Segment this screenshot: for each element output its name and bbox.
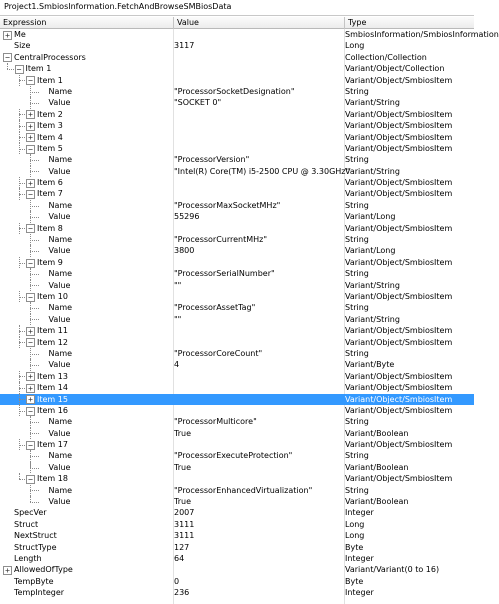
type-cell: Variant/Object/SmbiosItem	[345, 474, 453, 484]
type-cell: Variant/Object/SmbiosItem	[345, 121, 453, 131]
type-cell: SmbiosInformation/SmbiosInformation	[345, 30, 499, 39]
expression-label: CentralProcessors	[14, 52, 86, 62]
collapse-icon[interactable]: −	[26, 145, 35, 154]
expression-label: TempByte	[14, 576, 54, 586]
collapse-icon[interactable]: −	[26, 338, 35, 347]
expression-label: Item 1	[37, 75, 63, 85]
type-cell: Integer	[345, 508, 374, 518]
value-cell[interactable]	[174, 29, 342, 40]
tree-row[interactable]	[0, 530, 474, 541]
type-cell: String	[345, 200, 369, 210]
value-cell[interactable]: 3111	[174, 531, 195, 541]
expression-cell	[0, 268, 171, 279]
tree-guide-line	[30, 160, 39, 161]
expression-cell	[0, 86, 171, 97]
value-cell[interactable]: True	[174, 497, 191, 507]
tree-row[interactable]	[0, 576, 474, 587]
tree-guide-line	[30, 433, 39, 434]
expression-label: Value	[48, 166, 71, 176]
tree-row[interactable]	[0, 485, 474, 496]
value-cell[interactable]: 236	[174, 588, 190, 598]
expression-label: Item 18	[37, 474, 68, 484]
value-cell[interactable]	[174, 371, 342, 382]
type-cell: Variant/Object/Collection	[345, 64, 445, 74]
tree-row[interactable]	[0, 302, 474, 313]
expression-label: Name	[48, 485, 73, 495]
collapse-icon[interactable]: −	[15, 65, 24, 74]
expression-label: Name	[48, 269, 73, 279]
value-cell[interactable]: "SOCKET 0"	[174, 98, 222, 108]
collapse-icon[interactable]: −	[26, 293, 35, 302]
value-cell[interactable]	[174, 177, 342, 188]
expression-cell	[0, 132, 171, 143]
expand-icon[interactable]: +	[26, 372, 35, 381]
type-cell: Variant/String	[345, 166, 400, 176]
expression-cell	[0, 245, 171, 256]
expression-label: Item 1	[25, 64, 52, 74]
tree-row[interactable]	[0, 587, 474, 598]
value-cell[interactable]: "ProcessorSerialNumber"	[174, 269, 275, 279]
tree-row[interactable]	[0, 371, 474, 382]
collapse-icon[interactable]: −	[26, 76, 35, 85]
tree-guide-line	[30, 422, 39, 423]
expression-label: Value	[48, 360, 71, 370]
expression-label: Item 12	[37, 337, 68, 347]
expression-cell	[0, 291, 171, 302]
value-cell[interactable]: 3111	[174, 519, 195, 529]
type-cell: Variant/Object/SmbiosItem	[345, 337, 453, 347]
collapse-icon[interactable]: −	[26, 259, 35, 268]
tree-row[interactable]	[0, 257, 474, 268]
tree-row[interactable]	[0, 314, 474, 325]
expression-cell	[0, 143, 171, 154]
tree-row[interactable]	[0, 359, 474, 370]
tree-guide-line	[30, 319, 39, 320]
expression-cell	[0, 166, 171, 177]
type-cell: String	[345, 86, 369, 96]
expand-icon[interactable]: +	[26, 110, 35, 119]
type-cell: Variant/Object/SmbiosItem	[345, 257, 453, 267]
value-cell[interactable]: 55296	[174, 212, 200, 222]
type-cell: Variant/Byte	[345, 360, 395, 370]
expression-label: Value	[48, 497, 71, 507]
expression-cell	[0, 348, 171, 359]
expression-cell	[0, 337, 171, 348]
value-cell[interactable]	[174, 75, 342, 86]
collapse-icon[interactable]: −	[3, 53, 12, 62]
value-cell[interactable]: 4	[174, 360, 180, 370]
tree-row[interactable]	[0, 405, 474, 416]
expression-label: Item 2	[37, 109, 63, 119]
expression-cell	[0, 29, 171, 40]
expression-label: Value	[48, 212, 71, 222]
tree-guide-line	[30, 468, 39, 469]
value-cell[interactable]	[174, 382, 342, 393]
tree-guide-line	[30, 274, 39, 275]
tree-guide-line	[30, 490, 39, 491]
type-cell: Variant/Object/SmbiosItem	[345, 291, 453, 301]
tree-row[interactable]	[0, 496, 474, 507]
tree-row[interactable]	[0, 382, 474, 393]
expression-label: TempInteger	[14, 588, 65, 598]
expand-icon[interactable]: +	[26, 133, 35, 142]
expression-cell	[0, 553, 171, 564]
expression-label: Item 8	[37, 223, 63, 233]
value-cell[interactable]: "ProcessorCoreCount"	[174, 348, 263, 358]
expression-cell	[0, 177, 171, 188]
expression-label: Name	[48, 348, 73, 358]
tree-guide-line	[30, 285, 39, 286]
tree-row[interactable]	[0, 29, 499, 40]
value-cell[interactable]	[174, 132, 342, 143]
tree-row[interactable]	[0, 223, 474, 234]
tree-row[interactable]	[0, 325, 474, 336]
type-cell: Byte	[345, 576, 364, 586]
tree-row[interactable]	[0, 188, 474, 199]
expression-cell	[0, 75, 171, 86]
expression-label: Length	[14, 553, 42, 563]
value-cell[interactable]: ""	[174, 280, 182, 290]
expression-cell	[0, 394, 171, 405]
type-cell: Variant/Object/SmbiosItem	[345, 189, 453, 199]
expression-label: Name	[48, 155, 73, 165]
tree-guide-line	[30, 502, 39, 503]
value-cell[interactable]	[174, 109, 342, 120]
column-header-row	[0, 17, 474, 29]
tree-row[interactable]	[0, 268, 474, 279]
expression-cell	[0, 200, 171, 211]
type-cell: Variant/Object/SmbiosItem	[345, 440, 453, 450]
expression-cell	[0, 234, 171, 245]
expression-label: AllowedOfType	[14, 565, 73, 575]
collapse-icon[interactable]: −	[26, 475, 35, 484]
expression-cell	[0, 40, 171, 51]
collapse-icon[interactable]: −	[26, 224, 35, 233]
tree-row[interactable]	[0, 166, 474, 177]
type-cell: Variant/String	[345, 280, 400, 290]
value-cell[interactable]: "ProcessorEnhancedVirtualization"	[174, 485, 313, 495]
expression-label: Item 17	[37, 440, 68, 450]
value-cell[interactable]	[174, 439, 342, 450]
expression-label: Item 14	[37, 383, 68, 393]
expression-label: NextStruct	[14, 531, 57, 541]
type-cell: Variant/Object/SmbiosItem	[345, 383, 453, 393]
expression-label: Struct	[14, 519, 39, 529]
column-header-value[interactable]: Value	[174, 17, 345, 29]
expression-cell	[0, 154, 171, 165]
expression-label: Name	[48, 200, 73, 210]
expression-cell	[0, 325, 171, 336]
tree-row[interactable]	[0, 337, 474, 348]
type-cell: Variant/Object/SmbiosItem	[345, 394, 453, 404]
tree-guide-line	[30, 251, 39, 252]
tree-row[interactable]	[0, 143, 474, 154]
expression-label: Item 13	[37, 371, 68, 381]
type-cell: Variant/Object/SmbiosItem	[345, 143, 453, 153]
expression-cell	[0, 52, 171, 63]
expression-label: Value	[48, 280, 71, 290]
value-cell[interactable]	[174, 188, 342, 199]
expression-cell	[0, 63, 171, 74]
value-cell[interactable]	[174, 564, 342, 575]
value-cell[interactable]: "ProcessorCurrentMHz"	[174, 235, 268, 245]
expression-cell	[0, 496, 171, 507]
value-cell[interactable]: ""	[174, 314, 182, 324]
tree-guide-line	[30, 365, 39, 366]
expression-cell	[0, 371, 171, 382]
tree-row[interactable]	[0, 564, 474, 575]
expression-cell	[0, 542, 171, 553]
expression-label: Name	[48, 235, 73, 245]
expand-icon[interactable]: +	[26, 395, 35, 404]
expression-label: Item 9	[37, 257, 63, 267]
expression-cell	[0, 405, 171, 416]
type-cell: Variant/Boolean	[345, 462, 409, 472]
type-cell: Long	[345, 519, 365, 529]
window-title: Project1.SmbiosInformation.FetchAndBrowseSMBiosData	[0, 0, 474, 16]
collapse-icon[interactable]: −	[26, 441, 35, 450]
tree-row[interactable]	[0, 450, 474, 461]
expression-cell	[0, 530, 171, 541]
expression-label: Item 3	[37, 121, 63, 131]
tree-row[interactable]	[0, 132, 474, 143]
type-cell: String	[345, 485, 369, 495]
tree-guide-line	[30, 456, 39, 457]
value-cell[interactable]: "Intel(R) Core(TM) i5-2500 CPU @ 3.30GHz"	[174, 166, 350, 176]
expand-icon[interactable]: +	[3, 566, 12, 575]
tree-row[interactable]	[0, 291, 474, 302]
expression-cell	[0, 439, 171, 450]
expression-cell	[0, 223, 171, 234]
value-cell[interactable]	[174, 394, 342, 405]
expression-cell	[0, 485, 171, 496]
expression-cell	[0, 257, 171, 268]
value-cell[interactable]	[174, 473, 342, 484]
type-cell: Variant/Long	[345, 212, 396, 222]
tree-row[interactable]	[0, 473, 474, 484]
type-cell: String	[345, 269, 369, 279]
tree-guide-line	[30, 308, 39, 309]
tree-row[interactable]	[0, 348, 474, 359]
expression-label: Value	[48, 462, 71, 472]
value-cell[interactable]: 3800	[174, 246, 195, 256]
expression-cell	[0, 473, 171, 484]
expression-cell	[0, 211, 171, 222]
value-cell[interactable]: "ProcessorMulticore"	[174, 417, 257, 427]
type-cell: Variant/Object/SmbiosItem	[345, 405, 453, 415]
tree-guide-line	[30, 92, 39, 93]
expand-icon[interactable]: +	[3, 31, 12, 40]
expression-cell	[0, 120, 171, 131]
type-cell: Variant/String	[345, 98, 400, 108]
expression-cell	[0, 109, 171, 120]
expression-cell	[0, 450, 171, 461]
expression-label: Value	[48, 428, 71, 438]
tree-row[interactable]	[0, 507, 474, 518]
type-cell: Variant/Variant(0 to 16)	[345, 565, 440, 575]
tree-row[interactable]	[0, 97, 474, 108]
column-header-type[interactable]: Type	[348, 18, 367, 27]
type-cell: Variant/Object/SmbiosItem	[345, 371, 453, 381]
expression-label: StructType	[14, 542, 57, 552]
expression-cell	[0, 97, 171, 108]
type-cell: Variant/Object/SmbiosItem	[345, 109, 453, 119]
tree-row[interactable]	[0, 462, 474, 473]
type-cell: String	[345, 155, 369, 165]
value-cell[interactable]: True	[174, 462, 191, 472]
expression-label: Item 5	[37, 143, 63, 153]
expression-cell	[0, 519, 171, 530]
expression-label: Size	[14, 41, 31, 51]
value-cell[interactable]: "ProcessorVersion"	[174, 155, 250, 165]
tree-row[interactable]	[0, 428, 474, 439]
expression-cell	[0, 507, 171, 518]
expression-cell	[0, 428, 171, 439]
expand-icon[interactable]: +	[26, 327, 35, 336]
expression-cell	[0, 382, 171, 393]
expand-icon[interactable]: +	[26, 122, 35, 131]
value-cell[interactable]	[174, 337, 342, 348]
expression-cell	[0, 462, 171, 473]
value-cell[interactable]: 0	[174, 576, 180, 586]
type-cell: Variant/String	[345, 314, 400, 324]
tree-row[interactable]	[0, 63, 474, 74]
tree-row[interactable]	[0, 177, 474, 188]
tree-row[interactable]	[0, 86, 474, 97]
tree-row[interactable]	[0, 52, 474, 63]
value-cell[interactable]	[174, 143, 342, 154]
tree-row[interactable]	[0, 280, 474, 291]
tree-row[interactable]	[0, 75, 474, 86]
tree-guide-line	[30, 240, 39, 241]
value-cell[interactable]: 64	[174, 553, 185, 563]
tree-row[interactable]	[0, 416, 474, 427]
value-cell[interactable]	[174, 405, 342, 416]
expression-label: Name	[48, 86, 73, 96]
expression-cell	[0, 314, 171, 325]
type-cell: Integer	[345, 553, 374, 563]
expression-label: SpecVer	[14, 508, 47, 518]
tree-row[interactable]	[0, 211, 474, 222]
expression-cell	[0, 280, 171, 291]
value-cell[interactable]	[174, 325, 342, 336]
collapse-icon[interactable]: −	[26, 190, 35, 199]
expression-label: Item 4	[37, 132, 63, 142]
type-cell: String	[345, 348, 369, 358]
value-cell[interactable]: "ProcessorExecuteProtection"	[174, 451, 293, 461]
tree-row[interactable]	[0, 245, 474, 256]
tree-row[interactable]	[0, 40, 474, 51]
tree-row[interactable]	[0, 553, 474, 564]
tree-row[interactable]	[0, 200, 474, 211]
expression-cell	[0, 576, 171, 587]
tree-row[interactable]	[0, 154, 474, 165]
expression-label: Item 6	[37, 178, 63, 188]
type-cell: Variant/Object/SmbiosItem	[345, 223, 453, 233]
expression-label: Item 16	[37, 405, 68, 415]
expand-icon[interactable]: +	[26, 179, 35, 188]
type-cell: Long	[345, 531, 365, 541]
value-cell[interactable]: 3117	[174, 41, 195, 51]
type-cell: Variant/Object/SmbiosItem	[345, 132, 453, 142]
type-cell: Variant/Object/SmbiosItem	[345, 75, 453, 85]
value-cell[interactable]	[174, 52, 342, 63]
expression-cell	[0, 587, 171, 598]
expression-label: Me	[14, 30, 26, 39]
value-cell[interactable]	[174, 257, 342, 268]
tree-row[interactable]	[0, 439, 474, 450]
type-cell: Variant/Object/SmbiosItem	[345, 326, 453, 336]
value-cell[interactable]	[174, 63, 342, 74]
tree-guide-line	[30, 354, 39, 355]
tree-row[interactable]	[0, 519, 474, 530]
expression-label: Item 15	[37, 394, 68, 404]
type-cell: Variant/Object/SmbiosItem	[345, 178, 453, 188]
expression-cell	[0, 416, 171, 427]
expand-icon[interactable]: +	[26, 384, 35, 393]
tree-row[interactable]	[0, 542, 474, 553]
value-cell[interactable]: 2007	[174, 508, 195, 518]
value-cell[interactable]: True	[174, 428, 191, 438]
expression-label: Name	[48, 451, 73, 461]
value-cell[interactable]: "ProcessorSocketDesignation"	[174, 86, 295, 96]
value-cell[interactable]: "ProcessorMaxSocketMHz"	[174, 200, 281, 210]
value-cell[interactable]: "ProcessorAssetTag"	[174, 303, 256, 313]
tree-guide-line	[30, 171, 39, 172]
tree-row[interactable]	[0, 120, 474, 131]
type-cell: String	[345, 235, 369, 245]
tree-row[interactable]	[0, 234, 474, 245]
expression-label: Name	[48, 417, 73, 427]
expression-cell	[0, 188, 171, 199]
expression-label: Value	[48, 98, 71, 108]
collapse-icon[interactable]: −	[26, 407, 35, 416]
expression-cell	[0, 302, 171, 313]
expression-label: Item 11	[37, 326, 68, 336]
type-cell: String	[345, 303, 369, 313]
type-cell: String	[345, 451, 369, 461]
tree-guide-line	[30, 206, 39, 207]
expression-label: Item 10	[37, 291, 68, 301]
tree-row[interactable]	[0, 394, 474, 405]
watch-tree[interactable]	[0, 29, 499, 604]
expression-label: Value	[48, 246, 71, 256]
expression-label: Value	[48, 314, 71, 324]
type-cell: String	[345, 417, 369, 427]
type-cell: Integer	[345, 588, 374, 598]
type-cell: Byte	[345, 542, 364, 552]
expression-cell	[0, 359, 171, 370]
type-cell: Variant/Boolean	[345, 497, 409, 507]
value-cell[interactable]: 127	[174, 542, 190, 552]
type-cell: Collection/Collection	[345, 52, 427, 62]
value-cell[interactable]	[174, 120, 342, 131]
expression-cell	[0, 564, 171, 575]
type-cell: Long	[345, 41, 365, 51]
tree-guide-line	[30, 217, 39, 218]
type-cell: Variant/Boolean	[345, 428, 409, 438]
tree-row[interactable]	[0, 109, 474, 120]
tree-guide-line	[30, 103, 39, 104]
expression-label: Name	[48, 303, 73, 313]
value-cell[interactable]	[174, 291, 342, 302]
value-cell[interactable]	[174, 223, 342, 234]
type-cell: Variant/Long	[345, 246, 396, 256]
column-header-expression[interactable]: Expression	[0, 17, 174, 29]
expression-label: Item 7	[37, 189, 63, 199]
